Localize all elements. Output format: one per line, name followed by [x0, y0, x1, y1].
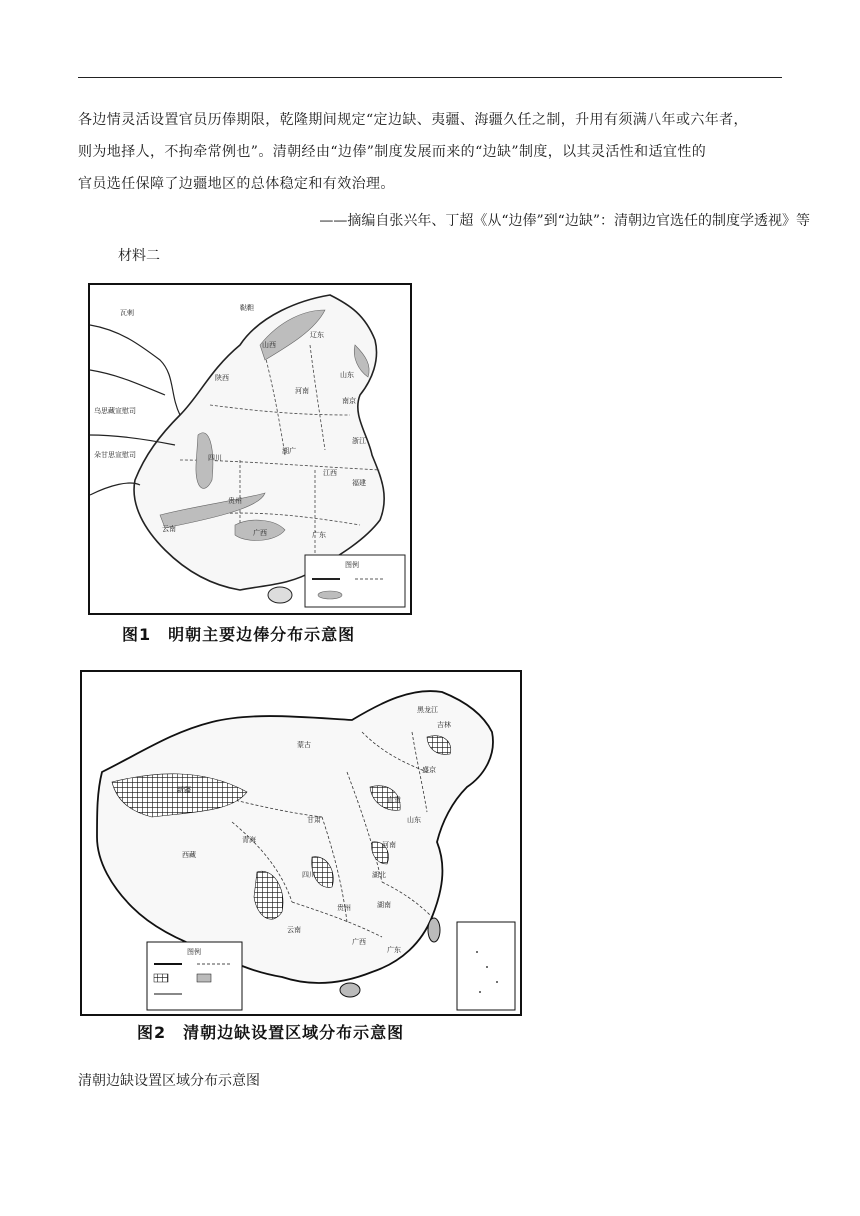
fig2-label: 直隶 — [387, 796, 401, 804]
fig2-label: 云南 — [287, 926, 301, 934]
fig1-label: 浙江 — [352, 437, 366, 445]
fig1-label: 河南 — [295, 387, 309, 395]
fig1-label: 山西 — [262, 341, 276, 349]
fig2-label: 青海 — [242, 836, 256, 844]
figure1-caption: 图1 明朝主要边俸分布示意图 — [122, 625, 356, 644]
qing-border-map — [80, 670, 522, 1016]
fig1-label: 四川 — [208, 454, 222, 462]
header-rule — [78, 77, 782, 78]
fig2-label: 新疆 — [177, 786, 191, 794]
fig2-label: 广东 — [387, 946, 401, 954]
fig1-label: 贵州 — [228, 497, 242, 505]
text-line-3: 官员选任保障了边疆地区的总体稳定和有效治理。 — [78, 176, 395, 192]
fig2-label: 甘肃 — [307, 816, 321, 824]
fig2-label: 山东 — [407, 816, 421, 824]
fig1-label: 福建 — [352, 479, 366, 487]
fig1-label: 陕西 — [215, 374, 229, 382]
fig1-label: 广西 — [253, 529, 267, 537]
fig1-label: 云南 — [162, 525, 176, 533]
fig1-label: 广东 — [312, 531, 326, 539]
fig1-legend — [305, 555, 405, 607]
fig2-label: 广西 — [352, 938, 366, 946]
text-line-2: 则为地择人，不拘牵常例也”。清朝经由“边俸”制度发展而来的“边缺”制度，以其灵活性和适宜性的 — [78, 144, 707, 160]
figure2-caption: 图2 清朝边缺设置区域分布示意图 — [137, 1023, 405, 1042]
fig1-label: 南京 — [342, 397, 356, 405]
fig2-label: 蒙古 — [297, 741, 311, 749]
fig2-legend-title: 图例 — [187, 948, 201, 956]
fig2-label: 河南 — [382, 841, 396, 849]
fig2-label: 西藏 — [182, 851, 196, 859]
fig2-label: 黑龙江 — [417, 706, 438, 714]
fig1-label: 山东 — [340, 371, 354, 379]
text-line-1: 各边情灵活设置官员历俸期限，乾隆期间规定“定边缺、夷疆、海疆久任之制，升用有须满八年或六年者， — [78, 112, 748, 128]
fig1-label: 辽东 — [310, 331, 324, 339]
fig2-label: 四川 — [302, 871, 316, 879]
ming-map-graphic — [90, 285, 410, 613]
qing-map-graphic — [82, 672, 520, 1014]
fig1-label: 鞑靼 — [240, 304, 254, 312]
fig1-label: 湖广 — [282, 447, 296, 455]
fig2-label: 湖南 — [377, 901, 391, 909]
fig1-label: 朵甘思宣慰司 — [94, 451, 136, 459]
fig2-label: 湖北 — [372, 871, 386, 879]
material-two-label: 材料二 — [118, 248, 160, 264]
fig2-label: 吉林 — [437, 721, 451, 729]
fig2-label: 盛京 — [422, 766, 436, 774]
ming-border-map — [88, 283, 412, 615]
fig1-label: 江西 — [323, 469, 337, 477]
bottom-caption: 清朝边缺设置区域分布示意图 — [78, 1073, 260, 1089]
body-text — [78, 104, 782, 200]
fig2-label: 贵州 — [337, 904, 351, 912]
fig1-label: 瓦剌 — [120, 309, 134, 317]
fig1-label: 乌思藏宣慰司 — [94, 407, 136, 415]
fig2-legend — [147, 942, 242, 1010]
source-citation: ——摘编自张兴年、丁超《从“边俸”到“边缺”：清朝边官选任的制度学透视》等 — [319, 213, 810, 229]
fig1-legend-title: 图例 — [345, 561, 359, 569]
